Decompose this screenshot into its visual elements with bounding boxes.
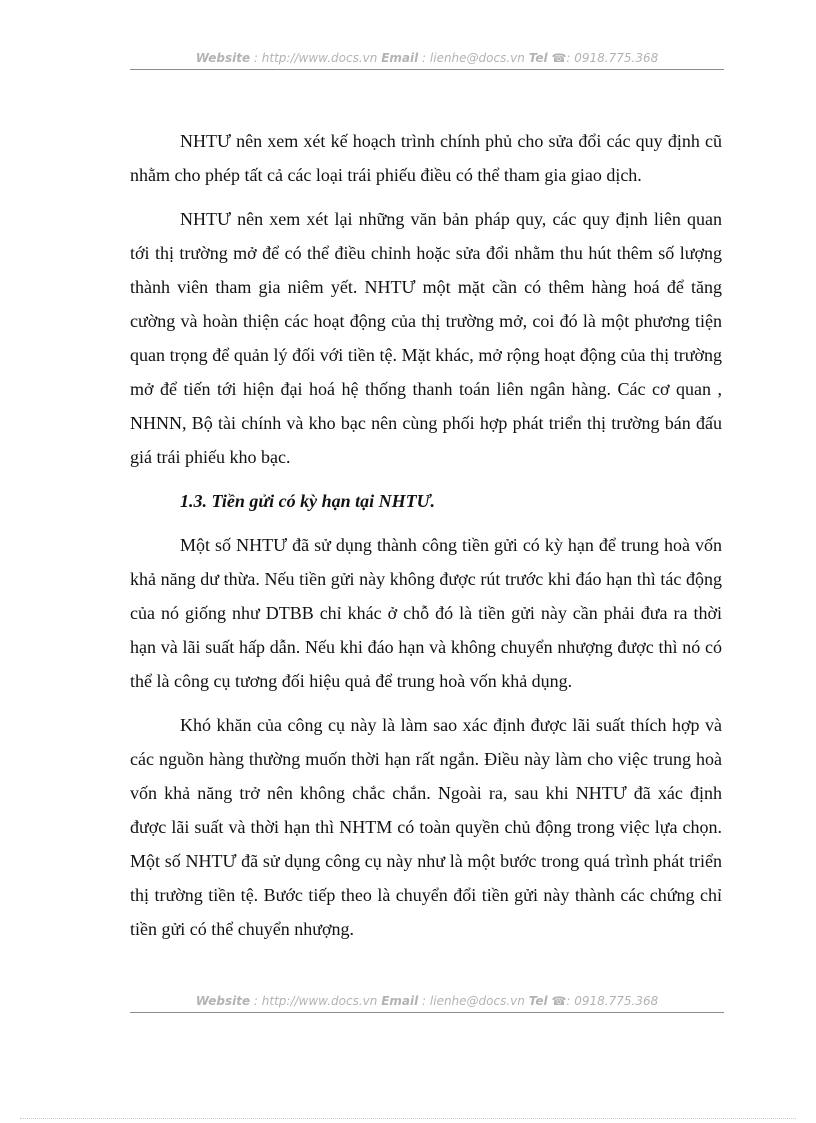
- header-website-link[interactable]: : http://www.docs.vn: [253, 51, 378, 65]
- footer-tel-value: : 0918.775.368: [566, 994, 659, 1008]
- body-paragraph-3: Một số NHTƯ đã sử dụng thành công tiền gửi có kỳ hạn để trung hoà vốn khả năng dư thừa. Nếu tiền gửi này không được rút trước khi đáo hạn thì tác động của nó giống như DTBB chỉ khác ở chỗ đó là tiền gửi này cần phải đưa ra thời hạn và lãi suất hấp dẫn. Nếu khi đáo hạn và không chuyển nhượng được thì nó có thể là công cụ tương đối hiệu quả để trung hoà vốn khả dụng.: [130, 535, 722, 691]
- phone-icon: ☎: [551, 51, 567, 65]
- footer-website-link[interactable]: : http://www.docs.vn: [253, 994, 378, 1008]
- header-website-label: Website: [195, 51, 251, 65]
- phone-icon: ☎: [551, 994, 567, 1008]
- header-email-link[interactable]: : lienhe@docs.vn: [422, 51, 525, 65]
- document-body: [130, 124, 722, 956]
- body-paragraph-2: NHTƯ nên xem xét lại những văn bản pháp quy, các quy định liên quan tới thị trường mở để có thể điều chỉnh hoặc sửa đổi nhằm thu hút thêm số lượng thành viên tham gia niêm yết. NHTƯ một mặt cần có thêm hàng hoá để tăng cường và hoàn thiện các hoạt động của thị trường mở, coi đó là một phương tiện quan trọng để quản lý đối với tiền tệ. Mặt khác, mở rộng hoạt động của thị trường mở để tiến tới hiện đại hoá hệ thống thanh toán liên ngân hàng. Các cơ quan , NHNN, Bộ tài chính và kho bạc nên cùng phối hợp phát triển thị trường bán đấu giá trái phiếu kho bạc.: [130, 209, 722, 467]
- footer-email-label: Email: [381, 994, 419, 1008]
- footer-email-link[interactable]: : lienhe@docs.vn: [422, 994, 525, 1008]
- page-header: [130, 50, 724, 70]
- body-paragraph-4: Khó khăn của công cụ này là làm sao xác định được lãi suất thích hợp và các nguồn hàng thường muốn thời hạn rất ngắn. Điều này làm cho việc trung hoà vốn khả năng trở nên không chắc chắn. Ngoài ra, sau khi NHTƯ đã xác định được lãi suất và thời hạn thì NHTM có toàn quyền chủ động trong việc lựa chọn. Một số NHTƯ đã sử dụng công cụ này như là một bước trong quá trình phát triển thị trường tiền tệ. Bước tiếp theo là chuyển đổi tiền gửi này thành các chứng chỉ tiền gửi có thể chuyển nhượng.: [130, 715, 722, 939]
- footer-tel-label: Tel: [528, 994, 548, 1008]
- footer-website-label: Website: [195, 994, 251, 1008]
- header-tel-value: : 0918.775.368: [566, 51, 659, 65]
- section-heading: 1.3. Tiền gửi có kỳ hạn tại NHTƯ.: [180, 491, 436, 511]
- header-email-label: Email: [381, 51, 419, 65]
- page-bottom-divider: [20, 1118, 796, 1119]
- body-paragraph-1: NHTƯ nên xem xét kế hoạch trình chính phủ cho sửa đổi các quy định cũ nhằm cho phép tất cả các loại trái phiếu điều có thể tham gia giao dịch.: [130, 131, 722, 185]
- header-tel-label: Tel: [528, 51, 548, 65]
- page-footer: [130, 993, 724, 1013]
